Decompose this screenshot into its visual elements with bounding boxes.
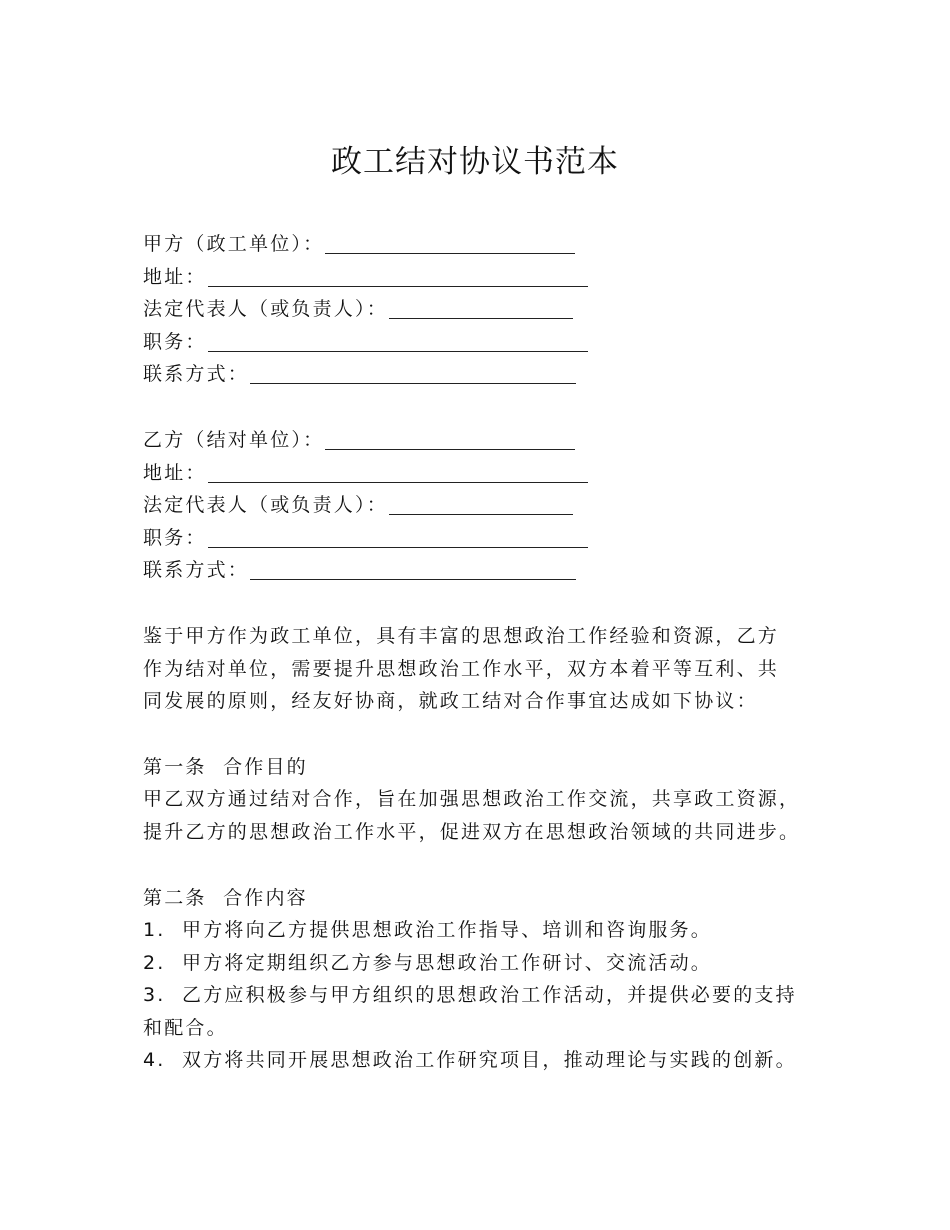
- party-b-address-label: 地址：: [143, 461, 207, 484]
- article-1-text-line: 提升乙方的思想政治工作水平，促进双方在思想政治领域的共同进步。: [143, 820, 801, 843]
- preamble-paragraph: [143, 620, 843, 718]
- party-b-contact-line: [143, 554, 843, 587]
- spacer: [143, 718, 843, 751]
- article-2-item: 3. 乙方应积极参与甲方组织的思想政治工作活动，并提供必要的支持: [143, 984, 797, 1007]
- party-a-address-blank[interactable]: [208, 264, 588, 287]
- preamble-line: 鉴于甲方作为政工单位，具有丰富的思想政治工作经验和资源，乙方: [143, 624, 780, 647]
- article-2-item: 2. 甲方将定期组织乙方参与思想政治工作研讨、交流活动。: [143, 951, 713, 974]
- article-2: [143, 882, 843, 1078]
- preamble-line: 同发展的原则，经友好协商，就政工结对合作事宜达成如下协议：: [143, 690, 758, 713]
- article-1: [143, 751, 843, 849]
- party-b-name-line: [143, 424, 843, 457]
- party-b-legal-rep-blank[interactable]: [389, 492, 573, 515]
- party-a-name-blank[interactable]: [325, 231, 575, 254]
- party-a-block: [143, 228, 843, 391]
- article-2-item-continuation: 和配合。: [143, 1016, 228, 1039]
- party-a-legal-rep-label: 法定代表人（或负责人）：: [143, 298, 388, 321]
- party-a-contact-blank[interactable]: [250, 361, 576, 384]
- party-b-block: [143, 424, 843, 587]
- party-a-name-line: [143, 228, 843, 261]
- party-a-contact-line: [143, 358, 843, 391]
- article-1-text-line: 甲乙双方通过结对合作，旨在加强思想政治工作交流，共享政工资源，: [143, 788, 801, 811]
- party-b-name-label: 乙方（结对单位）：: [143, 428, 325, 451]
- party-b-position-label: 职务：: [143, 526, 207, 549]
- party-a-contact-label: 联系方式：: [143, 363, 250, 386]
- party-b-contact-blank[interactable]: [250, 557, 576, 580]
- party-b-position-line: [143, 522, 843, 555]
- spacer: [143, 849, 843, 882]
- article-2-item: 4. 双方将共同开展思想政治工作研究项目，推动理论与实践的创新。: [143, 1049, 797, 1072]
- party-a-legal-rep-blank[interactable]: [389, 296, 573, 319]
- party-a-legal-rep-line: [143, 293, 843, 326]
- article-1-heading: 第一条 合作目的: [143, 755, 308, 778]
- preamble-line: 作为结对单位，需要提升思想政治工作水平，双方本着平等互利、共: [143, 657, 780, 680]
- party-a-position-label: 职务：: [143, 330, 207, 353]
- party-a-address-label: 地址：: [143, 265, 207, 288]
- party-a-position-blank[interactable]: [208, 329, 588, 352]
- party-b-contact-label: 联系方式：: [143, 559, 250, 582]
- party-b-name-blank[interactable]: [325, 427, 575, 450]
- spacer: [143, 587, 843, 620]
- spacer: [143, 391, 843, 424]
- party-b-legal-rep-line: [143, 489, 843, 522]
- party-a-address-line: [143, 261, 843, 294]
- article-2-item: 1. 甲方将向乙方提供思想政治工作指导、培训和咨询服务。: [143, 919, 713, 942]
- document-body: [143, 228, 843, 1077]
- party-b-legal-rep-label: 法定代表人（或负责人）：: [143, 494, 388, 517]
- party-a-name-label: 甲方（政工单位）：: [143, 233, 325, 255]
- party-b-address-blank[interactable]: [208, 460, 588, 483]
- party-a-position-line: [143, 326, 843, 359]
- party-b-position-blank[interactable]: [208, 525, 588, 548]
- article-2-heading: 第二条 合作内容: [143, 886, 308, 909]
- party-b-address-line: [143, 457, 843, 490]
- document-title: 政工结对协议书范本: [331, 144, 619, 180]
